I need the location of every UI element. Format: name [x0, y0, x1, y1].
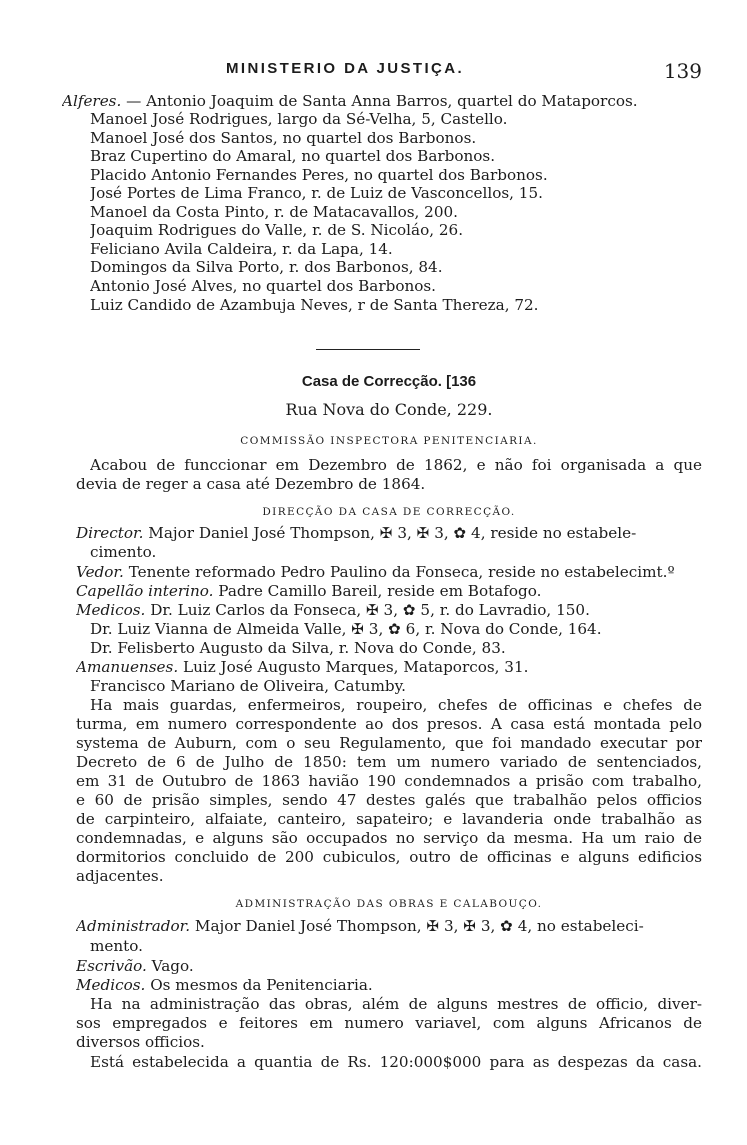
paragraph-line: condemnadas, e alguns são occupados no serviço da mesma. Ha um raio de — [76, 829, 702, 847]
director-text: Major Daniel José Thompson, ✠ 3, ✠ 3, ✿ 4, reside no estabele- — [148, 524, 637, 542]
officer-entry: Domingos da Silva Porto, r. dos Barbonos, 84. — [90, 258, 443, 276]
paragraph-line: turma, em numero correspondente ao dos presos. A casa está montada pelo — [76, 715, 702, 733]
administrador-label: Administrador. — [76, 917, 191, 935]
capellao-label: Capellão interino. — [76, 582, 214, 600]
vedor-entry — [76, 563, 702, 582]
officer-entry: Manoel José Rodrigues, largo da Sé-Velha, 5, Castello. — [90, 110, 508, 128]
paragraph-line: Decreto de 6 de Julho de 1850: tem um numero variado de sentenciados, — [76, 753, 702, 771]
officer-entry: Joaquim Rodrigues do Valle, r. de S. Nicoláo, 26. — [90, 221, 464, 239]
director-entry — [76, 524, 702, 543]
obras-heading: ADMINISTRAÇÃO DAS OBRAS E CALABOUÇO. — [235, 898, 543, 910]
section-title: Casa de Correcção. [136 — [301, 373, 477, 390]
alferes-label: Alferes. — [62, 92, 122, 110]
vedor-text: Tenente reformado Pedro Paulino da Fonseca, reside no estabelecimt.º — [128, 563, 675, 581]
paragraph-line: e 60 de prisão simples, sendo 47 destes galés que trabalhão pelos officios — [76, 791, 702, 809]
paragraph-line: de carpinteiro, alfaiate, canteiro, sapateiro; e lavanderia onde trabalhão as — [76, 810, 702, 828]
page-number: 139 — [663, 59, 702, 83]
officer-entry: Placido Antonio Fernandes Peres, no quartel dos Barbonos. — [90, 166, 548, 184]
officer-entry: Luiz Candido de Azambuja Neves, r de Santa Thereza, 72. — [90, 296, 539, 314]
obras-last-line: Está estabelecida a quantia de Rs. 120:000$000 para as despezas da casa. — [90, 1053, 702, 1071]
officer-entry: Manoel da Costa Pinto, r. de Matacavallos, 200. — [90, 203, 458, 221]
capellao-entry — [76, 582, 702, 601]
medicos-entry — [76, 601, 702, 620]
medico-entry: Dr. Luiz Vianna de Almeida Valle, ✠ 3, ✿ 6, r. Nova do Conde, 164. — [90, 620, 602, 638]
escrivao-text: Vago. — [151, 957, 194, 975]
officer-entry: José Portes de Lima Franco, r. de Luiz de Vasconcellos, 15. — [90, 184, 543, 202]
medicos-text: Dr. Luiz Carlos da Fonseca, ✠ 3, ✿ 5, r. do Lavradio, 150. — [150, 601, 590, 619]
obras-medicos-label: Medicos. — [76, 976, 146, 994]
vedor-label: Vedor. — [76, 563, 124, 581]
obras-medicos-text: Os mesmos da Penitenciaria. — [150, 976, 373, 994]
officer-entry: Feliciano Avila Caldeira, r. da Lapa, 14. — [90, 240, 393, 258]
administrador-text: Major Daniel José Thompson, ✠ 3, ✠ 3, ✿ 4, no estabeleci- — [194, 917, 644, 935]
escrivao-label: Escrivão. — [76, 957, 147, 975]
direccao-heading: DIRECÇÃO DA CASA DE CORRECÇÃO. — [262, 506, 516, 518]
obras-paragraph-line: diversos officios. — [76, 1033, 205, 1051]
commissao-text-line: Acabou de funccionar em Dezembro de 1862, e não foi organisada a que — [90, 456, 702, 474]
administrador-continuation: mento. — [90, 937, 143, 955]
paragraph-line: systema de Auburn, com o seu Regulamento, que foi mandado executar por — [76, 734, 702, 752]
officer-entry: Manoel José dos Santos, no quartel dos Barbonos. — [90, 129, 477, 147]
amanuenses-label: Amanuenses. — [76, 658, 179, 676]
medico-entry: Dr. Felisberto Augusto da Silva, r. Nova do Conde, 83. — [90, 639, 506, 657]
amanuense-entry: Francisco Mariano de Oliveira, Catumby. — [90, 677, 406, 695]
capellao-text: Padre Camillo Bareil, reside em Botafogo. — [218, 582, 542, 600]
director-continuation: cimento. — [90, 543, 157, 561]
section-address: Rua Nova do Conde, 229. — [285, 400, 493, 419]
paragraph-line: dormitorios concluido de 200 cubiculos, outro de officinas e alguns edificios — [76, 848, 702, 866]
section-divider — [316, 349, 420, 350]
paragraph-line: adjacentes. — [76, 867, 164, 885]
alferes-text: — Antonio Joaquim de Santa Anna Barros, quartel do Mataporcos. — [126, 92, 638, 110]
alferes-entry — [62, 92, 702, 111]
commissao-text-line: devia de reger a casa até Dezembro de 1864. — [76, 475, 426, 493]
administrador-entry — [76, 917, 702, 936]
escrivao-entry — [76, 957, 702, 976]
officer-entry: Braz Cupertino do Amaral, no quartel dos Barbonos. — [90, 147, 496, 165]
commissao-heading: COMMISSÃO INSPECTORA PENITENCIARIA. — [240, 435, 538, 447]
director-label: Director. — [76, 524, 144, 542]
officer-entry: Antonio José Alves, no quartel dos Barbonos. — [90, 277, 437, 295]
obras-paragraph-line: sos empregados e feitores em numero variavel, com alguns Africanos de — [76, 1014, 702, 1032]
obras-medicos-entry — [76, 976, 702, 995]
paragraph-line: Ha mais guardas, enfermeiros, roupeiro, chefes de officinas e chefes de — [90, 696, 702, 714]
running-head: MINISTERIO DA JUSTIÇA. — [226, 60, 465, 77]
amanuenses-entry — [76, 658, 702, 677]
medicos-label: Medicos. — [76, 601, 146, 619]
paragraph-line: em 31 de Outubro de 1863 havião 190 condemnados a prisão com trabalho, — [76, 772, 702, 790]
amanuenses-text: Luiz José Augusto Marques, Mataporcos, 31. — [183, 658, 529, 676]
obras-paragraph-line: Ha na administração das obras, além de alguns mestres de officio, diver- — [90, 995, 702, 1013]
